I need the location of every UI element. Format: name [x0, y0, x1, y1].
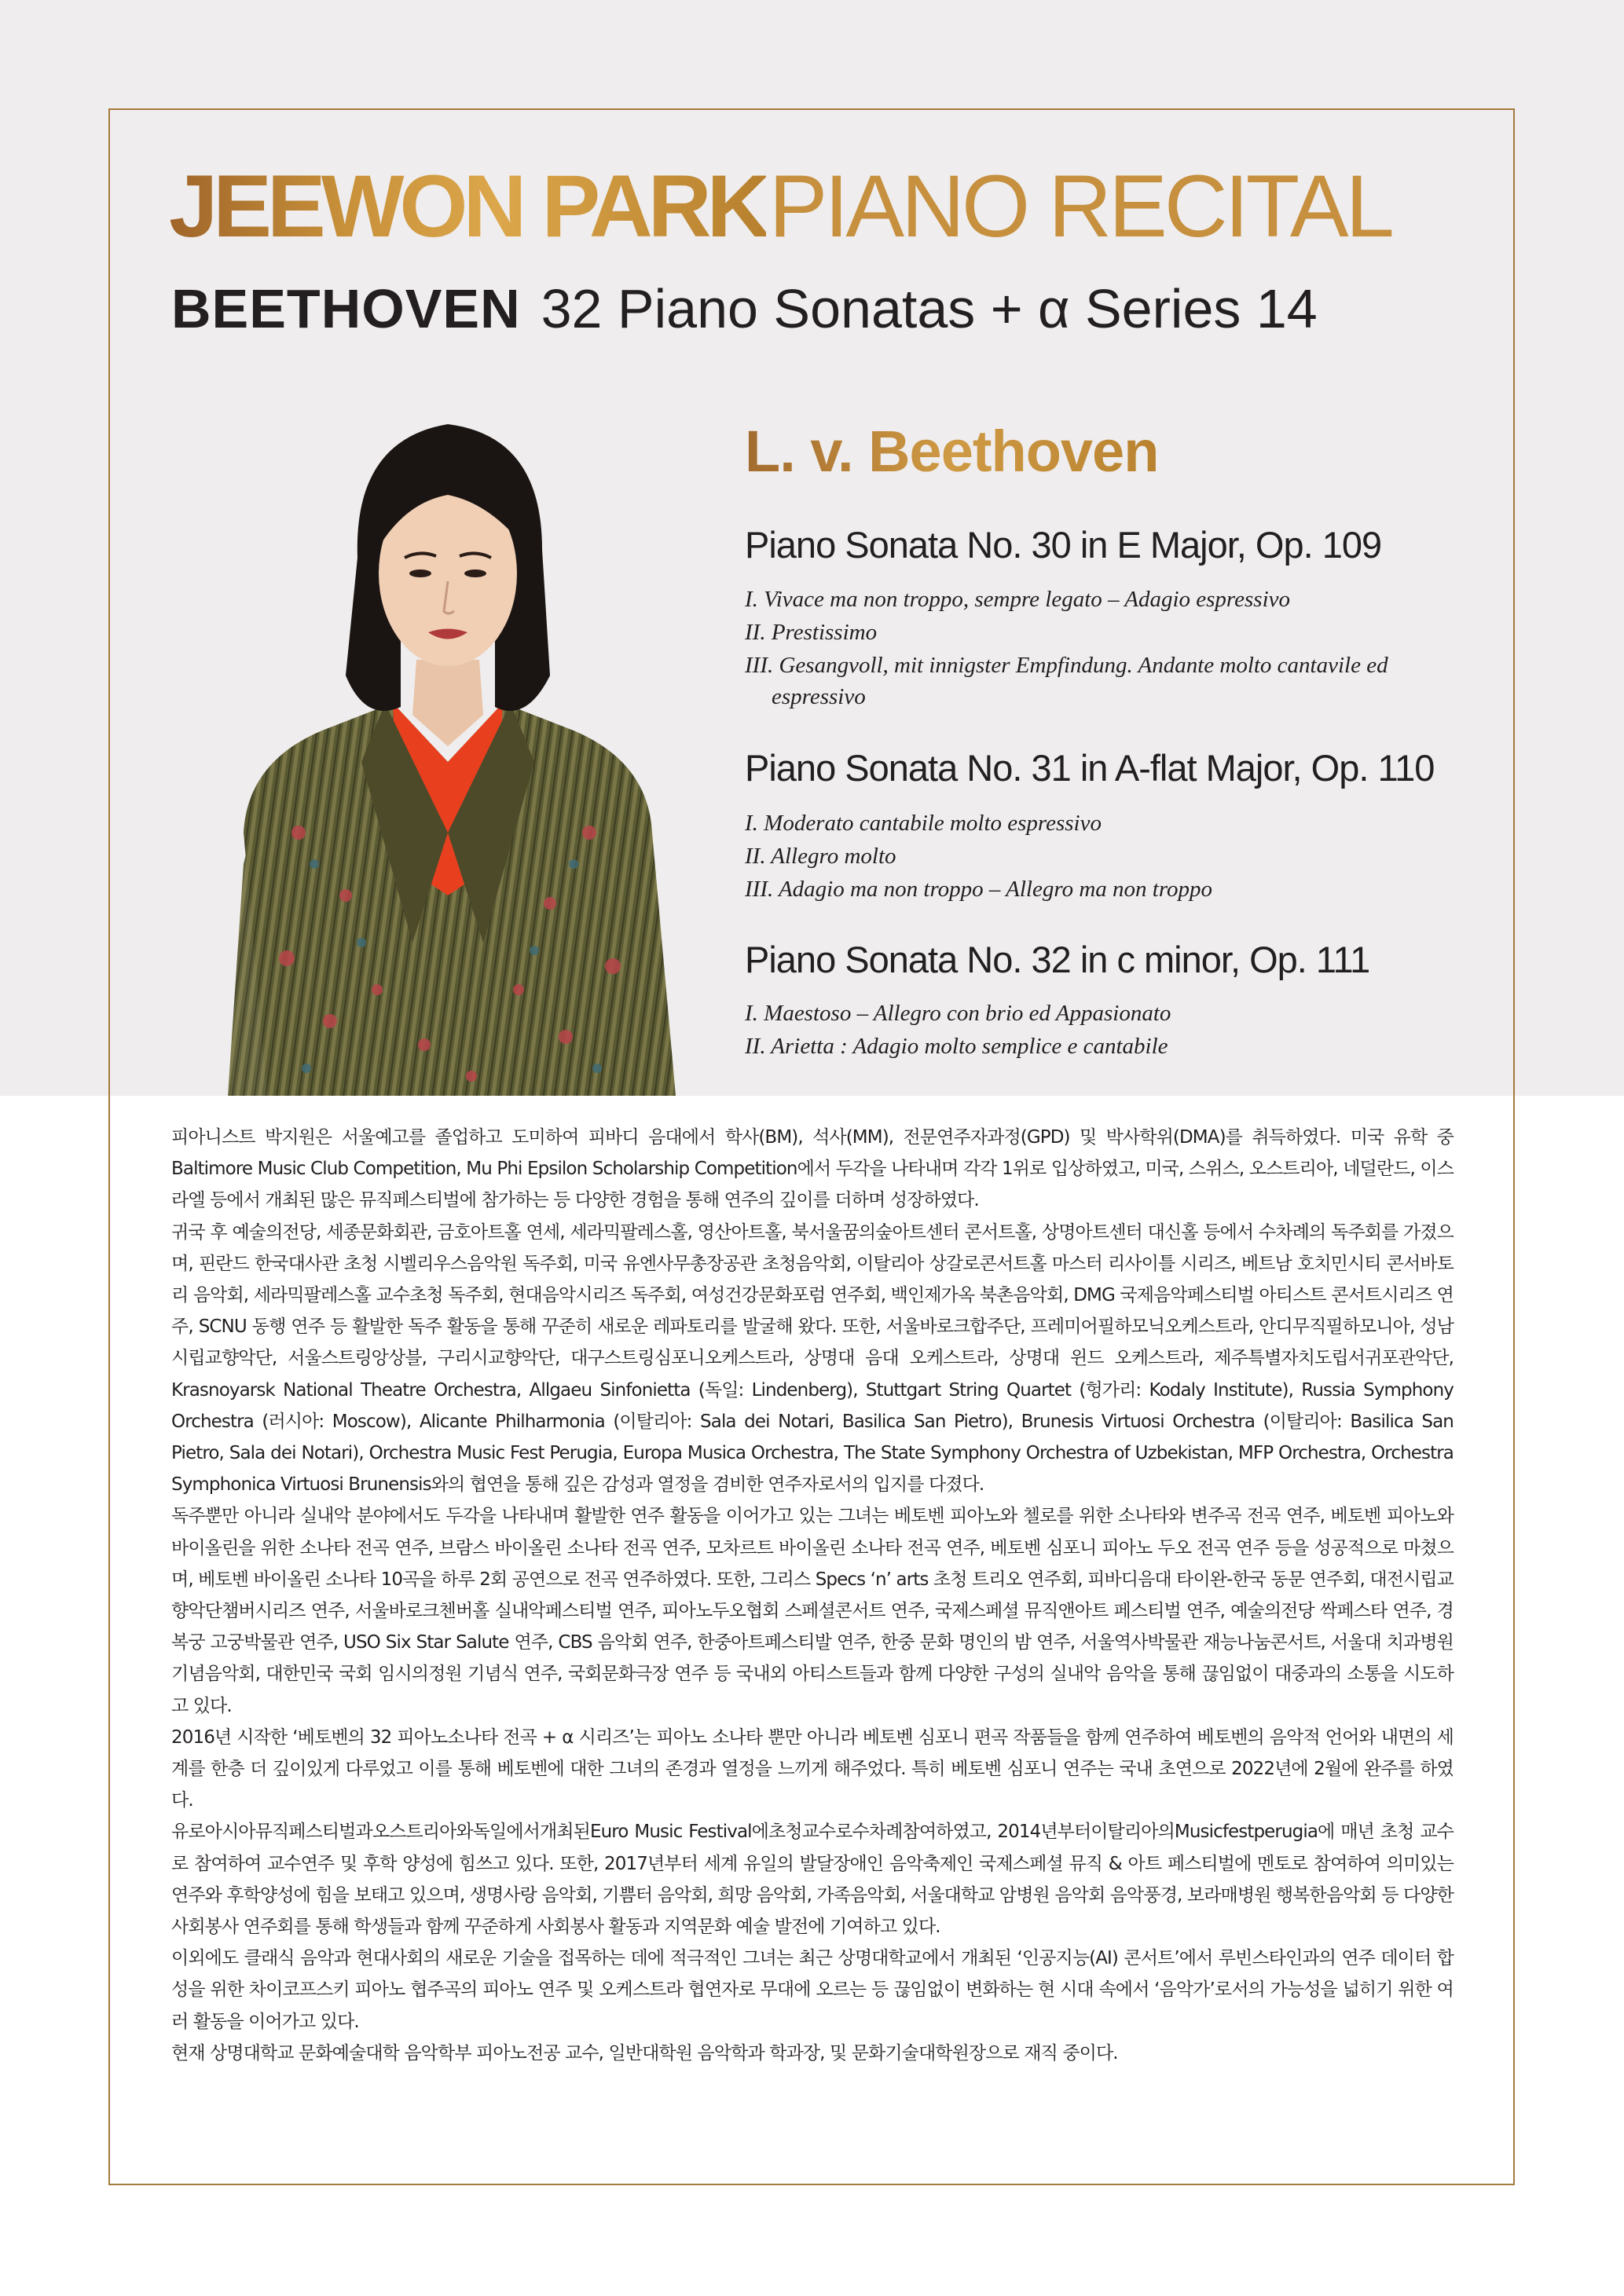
- sonata-31-movement-1: I. Moderato cantabile molto espressivo: [745, 811, 1102, 836]
- portrait-illustration: [212, 393, 684, 1096]
- sonata-31-movement-3: III. Adagio ma non troppo – Allegro ma non troppo: [745, 877, 1213, 902]
- bio-paragraph-chamber-music: 독주뿐만 아니라 실내악 분야에서도 두각을 나타내며 활발한 연주 활동을 이어가고 있는 그녀는 베토벤 피아노와 첼로를 위한 소나타와 변주곡 전곡 연주, 베토벤 피아노와 바이올린을 위한 소나타 전곡 연주, 브람스 바이올린 소나타 전곡 연주, 모차르트 바이올린 소나타 전곡 연주, 베토벤 심포니 피아노 두오 전곡 연주 등을 성공적으로 마쳤으며, 베토벤 바이올린 소나타 10곡을 하루 2회 공연으로 전곡 연주하였다. 또한, 그리스 Specs ‘n’ arts 초청 트리오 연주회, 피바디음대 타이완-한국 동문 연주회, 대전시립교향악단챔버시리즈 연주, 서울바로크첸버홀 실내악페스티벌 연주, 피아노두오협회 스페셜콘서트 연주, 국제스페셜 뮤직앤아트 페스티벌 연주, 예술의전당 싹페스타 연주, 경복궁 고궁박물관 연주, USO Six Star Salute 연주, CBS 음악회 연주, 한중아트페스티발 연주, 한중 문화 명인의 밤 연주, 서울역사박물관 재능나눔콘서트, 서울대 치과병원 기념음악회, 대한민국 국회 임시의정원 기념식 연주, 국회문화극장 연주 등 국내외 아티스트들과 함께 다양한 구성의 실내악 음악을 통해 끊임없이 대중과의 소통을 시도하고 있다.: [171, 1506, 1454, 1716]
- pianist-biography: [171, 1122, 1454, 2069]
- sonata-30-movement-3: III. Gesangvoll, mit innigster Empfindung. Andante molto cantavile ed: [745, 653, 1388, 678]
- series-name: 32 Piano Sonatas + α Series 14: [541, 278, 1318, 339]
- sonata-32-title: Piano Sonata No. 32 in c minor, Op. 111: [745, 939, 1370, 980]
- bio-paragraph-technology: 이외에도 클래식 음악과 현대사회의 새로운 기술을 접목하는 데에 적극적인 그녀는 최근 상명대학교에서 개최된 ‘인공지능(AI) 콘서트’에서 루빈스타인과의 연주 데이터 합성을 위한 차이코프스키 피아노 협주곡의 피아노 연주 및 오케스트라 협연자로 무대에 오르는 등 끊임없이 변화하는 현 시대 속에서 ‘음악가’로서의 가능성을 넓히기 위한 여러 활동을 이어가고 있다.: [171, 1948, 1454, 2032]
- sonata-30-title: Piano Sonata No. 30 in E Major, Op. 109: [745, 524, 1382, 566]
- program-composer: L. v. Beethoven: [745, 416, 1158, 487]
- sonata-30-movement-1: I. Vivace ma non troppo, sempre legato – Adagio espressivo: [745, 587, 1291, 612]
- sonata-30-movement-3-continued: espressivo: [772, 684, 866, 709]
- sonata-30-movement-2: II. Prestissimo: [745, 620, 878, 645]
- sonata-32-movement-2: II. Arietta : Adagio molto semplice e cantabile: [745, 1034, 1168, 1059]
- pianist-portrait: [212, 393, 684, 1096]
- sonata-31-movement-2: II. Allegro molto: [745, 844, 896, 869]
- composer-heading: BEETHOVEN: [171, 278, 521, 339]
- recital-title: [169, 156, 1457, 258]
- performer-name: JEEWON PARK: [169, 157, 766, 255]
- sonata-32-movement-1: I. Maestoso – Allegro con brio ed Appasionato: [745, 1001, 1171, 1026]
- bio-paragraph-education: 피아니스트 박지원은 서울예고를 졸업하고 도미하여 피바디 음대에서 학사(BM), 석사(MM), 전문연주자과정(GPD) 및 박사학위(DMA)를 취득하였다. 미국 유학 중 Baltimore Music Club Competition, Mu Phi Epsilon Scholarship Competition에서 두각을 나타내며 각각 1위로 입상하였고, 미국, 스위스, 오스트리아, 네덜란드, 이스라엘 등에서 개최된 많은 뮤직페스티벌에 참가하는 등 다양한 경험을 통해 연주의 깊이를 더하며 성장하였다.: [171, 1127, 1454, 1211]
- bio-paragraph-solo-career: 귀국 후 예술의전당, 세종문화회관, 금호아트홀 연세, 세라믹팔레스홀, 영산아트홀, 북서울꿈의숲아트센터 콘서트홀, 상명아트센터 대신홀 등에서 수차례의 독주회를 가졌으며, 핀란드 한국대사관 초청 시벨리우스음악원 독주회, 미국 유엔사무총장공관 초청음악회, 이탈리아 상갈로콘서트홀 마스터 리사이틀 시리즈, 베트남 호치민시티 콘서바토리 음악회, 세라믹팔레스홀 교수초청 독주회, 현대음악시리즈 독주회, 여성건강문화포럼 연주회, 백인제가옥 북촌음악회, DMG 국제음악페스티벌 아티스트 콘서트시리즈 연주, SCNU 동행 연주 등 활발한 독주 활동을 통해 꾸준히 새로운 레파토리를 발굴해 왔다. 또한, 서울바로크합주단, 프레미어필하모닉오케스트라, 안디무직필하모니아, 성남시립교향악단, 서울스트링앙상블, 구리시교향악단, 대구스트링심포니오케스트라, 상명대 음대 오케스트라, 상명대 윈드 오케스트라, 제주특별자치도립서귀포관악단, Krasnoyarsk National Theatre Orchestra, Allgaeu Sinfonietta (독일: Lindenberg), Stuttgart String Quartet (헝가리: Kodaly Institute), Russia Symphony Orchestra (러시아: Moscow), Alicante Philharmonia (이탈리아: Sala dei Notari, Basilica San Pietro), Brunesis Virtuosi Orchestra (이탈리아: Basilica San Pietro, Sala dei Notari), Orchestra Music Fest Perugia, Europa Musica Orchestra, The State Symphony Orchestra of Uzbekistan, MFP Orchestra, Orchestra Symphonica Virtuosi Brunensis와의 협연을 통해 깊은 감성과 열정을 겸비한 연주자로서의 입지를 다졌다.: [171, 1221, 1454, 1496]
- sonata-31-title: Piano Sonata No. 31 in A-flat Major, Op. 110: [745, 747, 1435, 789]
- bio-paragraph-current-position: 현재 상명대학교 문화예술대학 음악학부 피아노전공 교수, 일반대학원 음악학과 학과장, 및 문화기술대학원장으로 재직 중이다.: [171, 2042, 1118, 2063]
- recital-label: PIANO RECITAL: [768, 157, 1391, 255]
- bio-paragraph-beethoven-series: 2016년 시작한 ‘베토벤의 32 피아노소나타 전곡 + α 시리즈’는 피아노 소나타 뿐만 아니라 베토벤 심포니 편곡 작품들을 함께 연주하여 베토벤의 음악적 언어와 내면의 세계를 한층 더 깊이있게 다루었고 이를 통해 베토벤에 대한 그녀의 존경과 열정을 느끼게 해주었다. 특히 베토벤 심포니 연주는 국내 초연으로 2022년에 2월에 완주를 하였다.: [171, 1727, 1454, 1811]
- bio-paragraph-teaching: 유로아시아뮤직페스티벌과오스트리아와독일에서개최된Euro Music Festival에초청교수로수차례참여하였고, 2014년부터이탈리아의Musicfestperugia에 매년 초청 교수로 참여하여 교수연주 및 후학 양성에 힘쓰고 있다. 또한, 2017년부터 세계 유일의 발달장애인 음악축제인 국제스페셜 뮤직 & 아트 페스티벌에 멘토로 참여하여 의미있는 연주와 후학양성에 힘을 보태고 있으며, 생명사랑 음악회, 기쁨터 음악회, 희망 음악회, 가족음악회, 서울대학교 암병원 음악회 음악풍경, 보라매병원 행복한음악회 등 다양한 사회봉사 연주회를 통해 학생들과 함께 꾸준하게 사회봉사 활동과 지역문화 예술 발전에 기여하고 있다.: [171, 1822, 1454, 1938]
- series-subtitle: [171, 273, 1460, 344]
